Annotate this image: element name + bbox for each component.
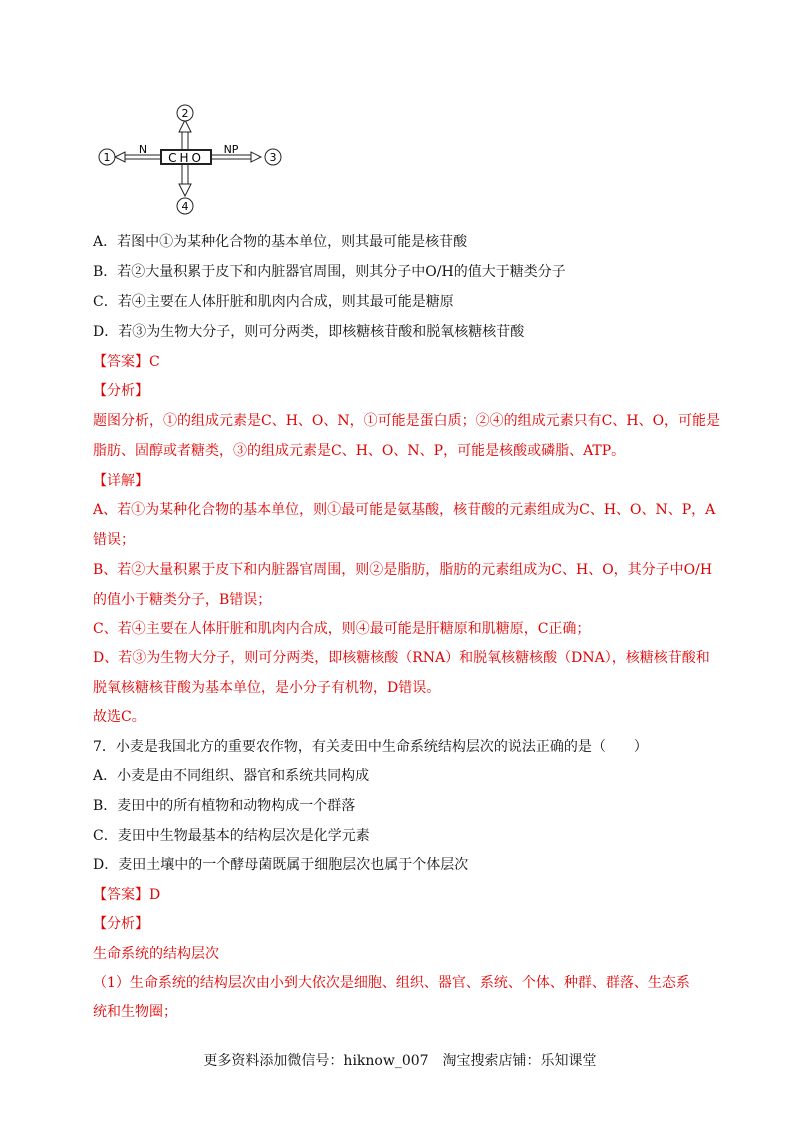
q6-detail-line-4: 的值小于糖类分子，B错误；	[93, 592, 272, 608]
node-4-label: 4	[181, 200, 189, 213]
q7-stem: 7．小麦是我国北方的重要农作物，有关麦田中生命系统结构层次的说法正确的是（ ）	[93, 739, 648, 755]
q6-detail-line-2: 错误；	[93, 532, 135, 548]
node-2-label: 2	[181, 107, 189, 120]
q6-analysis-line-2: 脂肪、固醇或者糖类，③的组成元素是C、H、O、N、P，可能是核酸或磷脂、ATP。	[93, 443, 626, 459]
q6-option-b: B．若②大量积累于皮下和内脏器官周围，则其分子中O/H的值大于糖类分子	[93, 264, 566, 280]
q6-detail-line-3: B、若②大量积累于皮下和内脏器官周围，则②是脂肪，脂肪的元素组成为C、H、O，其分子中O/H	[93, 562, 713, 578]
page-footer: 更多资料添加微信号：hiknow_007 淘宝搜索店铺：乐知课堂	[203, 1053, 597, 1069]
q6-option-d: D．若③为生物大分子，则可分两类，即核糖核苷酸和脱氧核糖核苷酸	[93, 324, 525, 340]
node-3-label: 3	[269, 151, 277, 164]
q6-detail-line-7: 脱氧核糖核苷酸为基本单位，是小分子有机物，D错误。	[93, 680, 441, 696]
q7-answer: 【答案】D	[93, 887, 161, 903]
cho-box-label: CHO	[168, 151, 204, 165]
q7-option-b: B．麦田中的所有植物和动物构成一个群落	[93, 798, 356, 814]
q6-detail-line-1: A、若①为某种化合物的基本单位，则①最可能是氨基酸，核苷酸的元素组成为C、H、O、N、P，A	[93, 502, 716, 518]
q6-option-c: C．若④主要在人体肝脏和肌肉内合成，则其最可能是糖原	[93, 294, 454, 310]
q7-analysis-line-1: 生命系统的结构层次	[93, 946, 219, 962]
q6-detail-heading: 【详解】	[93, 473, 149, 489]
q6-analysis-heading: 【分析】	[93, 383, 149, 399]
arrow-down	[179, 164, 191, 196]
arrow-up	[179, 120, 191, 150]
q7-option-d: D．麦田土壤中的一个酵母菌既属于细胞层次也属于个体层次	[93, 857, 469, 873]
q6-detail-line-6: D、若③为生物大分子，则可分两类，即核糖核酸（RNA）和脱氧核糖核酸（DNA），核糖核苷酸和	[93, 650, 710, 666]
q7-analysis-line-2: （1）生命系统的结构层次由小到大依次是细胞、组织、器官、系统、个体、种群、群落、生态系	[93, 975, 690, 991]
q6-option-a: A．若图中①为某种化合物的基本单位，则其最可能是核苷酸	[93, 234, 468, 250]
q6-answer: 【答案】C	[93, 354, 160, 370]
q6-analysis-line-1: 题图分析，①的组成元素是C、H、O、N，①可能是蛋白质；②④的组成元素只有C、H、O，可能是	[93, 413, 721, 429]
q6-detail-line-5: C、若④主要在人体肝脏和肌肉内合成，则④最可能是肝糖原和肌糖原，C正确；	[93, 621, 591, 637]
right-element-label: NP	[223, 143, 239, 156]
q7-analysis-heading: 【分析】	[93, 916, 149, 932]
q6-conclusion: 故选C。	[93, 709, 146, 725]
q7-option-a: A．小麦是由不同组织、器官和系统共同构成	[93, 768, 370, 784]
node-1-label: 1	[103, 151, 111, 164]
q7-analysis-line-3: 统和生物圈；	[93, 1004, 177, 1020]
left-element-label: N	[138, 143, 148, 156]
q7-option-c: C．麦田中生物最基本的结构层次是化学元素	[93, 828, 370, 844]
element-diagram	[93, 100, 293, 218]
